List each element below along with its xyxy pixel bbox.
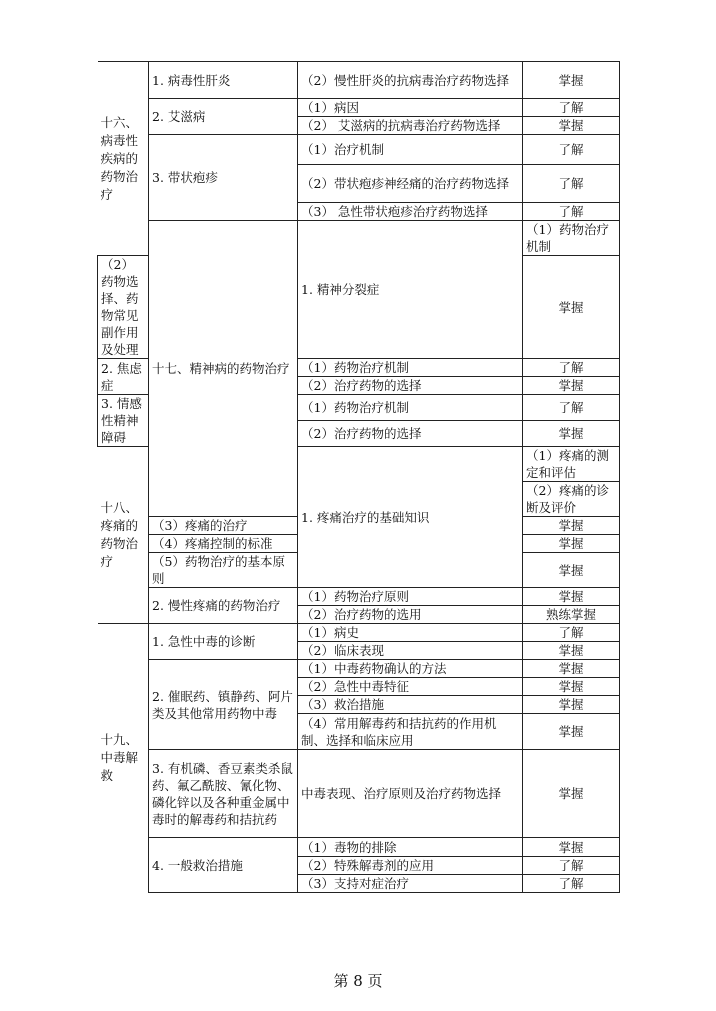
item-level: 了解	[523, 99, 620, 117]
item-text: （2）临床表现	[298, 642, 523, 660]
item-level: 了解	[523, 203, 620, 221]
topic-name: 1. 精神分裂症	[298, 221, 523, 359]
unit-title: 十七、精神病的药物治疗	[149, 221, 298, 517]
topic-name: 2. 催眠药、镇静药、阿片类及其他常用药物中毒	[149, 660, 298, 750]
item-level: 掌握	[523, 696, 620, 714]
item-text: （1）药物治疗机制	[298, 395, 523, 421]
table-row	[98, 624, 620, 642]
item-text: （1）治疗机制	[298, 135, 523, 165]
item-text: （4）疼痛控制的标准	[149, 535, 298, 553]
table-row	[98, 588, 620, 606]
item-level: 了解	[523, 165, 620, 203]
item-text: （1）中毒药物确认的方法	[298, 660, 523, 678]
item-level: 熟练掌握	[523, 606, 620, 624]
item-text: （1）药物治疗机制	[523, 221, 620, 256]
topic-name: 3. 有机磷、香豆素类杀鼠药、氟乙酰胺、氰化物、磷化锌以及各种重金属中毒时的解毒药和拮抗药	[149, 750, 298, 838]
unit-title: 十九、中毒解救	[98, 624, 149, 893]
item-text: （2）疼痛的诊断及评价	[523, 482, 620, 517]
topic-name: 2. 艾滋病	[149, 99, 298, 135]
item-level: 了解	[523, 624, 620, 642]
item-text: （4）常用解毒药和拮抗药的作用机制、选择和临床应用	[298, 714, 523, 750]
item-text: （3） 急性带状疱疹治疗药物选择	[298, 203, 523, 221]
item-text: （1）药物治疗机制	[298, 359, 523, 377]
item-level: 掌握	[523, 660, 620, 678]
item-level: 掌握	[523, 517, 620, 535]
item-text: （2）慢性肝炎的抗病毒治疗药物选择	[298, 62, 523, 99]
item-text: （2）药物选择、药物常见副作用及处理	[98, 256, 149, 359]
item-text: （2）急性中毒特征	[298, 678, 523, 696]
item-text: （2）特殊解毒剂的应用	[298, 857, 523, 875]
item-text: （1）疼痛的测定和评估	[523, 447, 620, 482]
item-text: （3）救治措施	[298, 696, 523, 714]
topic-name: 1. 疼痛治疗的基础知识	[298, 447, 523, 588]
item-text: （1）毒物的排除	[298, 838, 523, 857]
item-text: （3）疼痛的治疗	[149, 517, 298, 535]
item-level: 掌握	[523, 838, 620, 857]
item-level: 掌握	[523, 535, 620, 553]
topic-name: 4. 一般救治措施	[149, 838, 298, 893]
item-text: （5）药物治疗的基本原则	[149, 553, 298, 588]
item-text: （3）支持对症治疗	[298, 875, 523, 893]
item-level: 了解	[523, 875, 620, 893]
item-text: （2） 艾滋病的抗病毒治疗药物选择	[298, 117, 523, 135]
item-level: 了解	[523, 135, 620, 165]
topic-name: 3. 情感性精神障碍	[98, 395, 149, 447]
table-row	[98, 660, 620, 678]
item-level: 掌握	[523, 377, 620, 395]
unit-title: 十八、疼痛的药物治疗	[98, 447, 149, 624]
item-level: 掌握	[523, 642, 620, 660]
item-text: （2）治疗药物的选用	[298, 606, 523, 624]
item-text: （2）带状疱疹神经痛的治疗药物选择	[298, 165, 523, 203]
topic-name: 2. 慢性疼痛的药物治疗	[149, 588, 298, 624]
topic-name: 1. 急性中毒的诊断	[149, 624, 298, 660]
topic-name: 2. 焦虑症	[98, 359, 149, 395]
item-text: （1）病史	[298, 624, 523, 642]
item-text: （2）治疗药物的选择	[298, 377, 523, 395]
item-level: 掌握	[523, 62, 620, 99]
item-level: 掌握	[523, 117, 620, 135]
topic-name: 3. 带状疱疹	[149, 135, 298, 221]
table-row	[98, 62, 620, 99]
topic-name: 1. 病毒性肝炎	[149, 62, 298, 99]
item-level: 了解	[523, 359, 620, 377]
item-text: （2）治疗药物的选择	[298, 421, 523, 447]
item-text: 中毒表现、治疗原则及治疗药物选择	[298, 750, 523, 838]
item-level: 掌握	[523, 553, 620, 588]
item-level: 掌握	[523, 678, 620, 696]
item-level: 掌握	[523, 421, 620, 447]
item-text: （1）药物治疗原则	[298, 588, 523, 606]
table-row	[98, 135, 620, 165]
table-row	[98, 750, 620, 838]
item-level: 掌握	[523, 588, 620, 606]
item-level: 了解	[523, 857, 620, 875]
table-row	[98, 221, 620, 256]
item-text: （1）病因	[298, 99, 523, 117]
syllabus-table	[97, 61, 620, 893]
item-level: 掌握	[523, 256, 620, 359]
item-level: 掌握	[523, 750, 620, 838]
table-row	[98, 838, 620, 857]
item-level: 掌握	[523, 714, 620, 750]
page-number: 第 8 页	[333, 972, 383, 990]
table-row	[98, 99, 620, 117]
item-level: 了解	[523, 395, 620, 421]
unit-title: 十六、病毒性疾病的药物治疗	[98, 62, 149, 256]
